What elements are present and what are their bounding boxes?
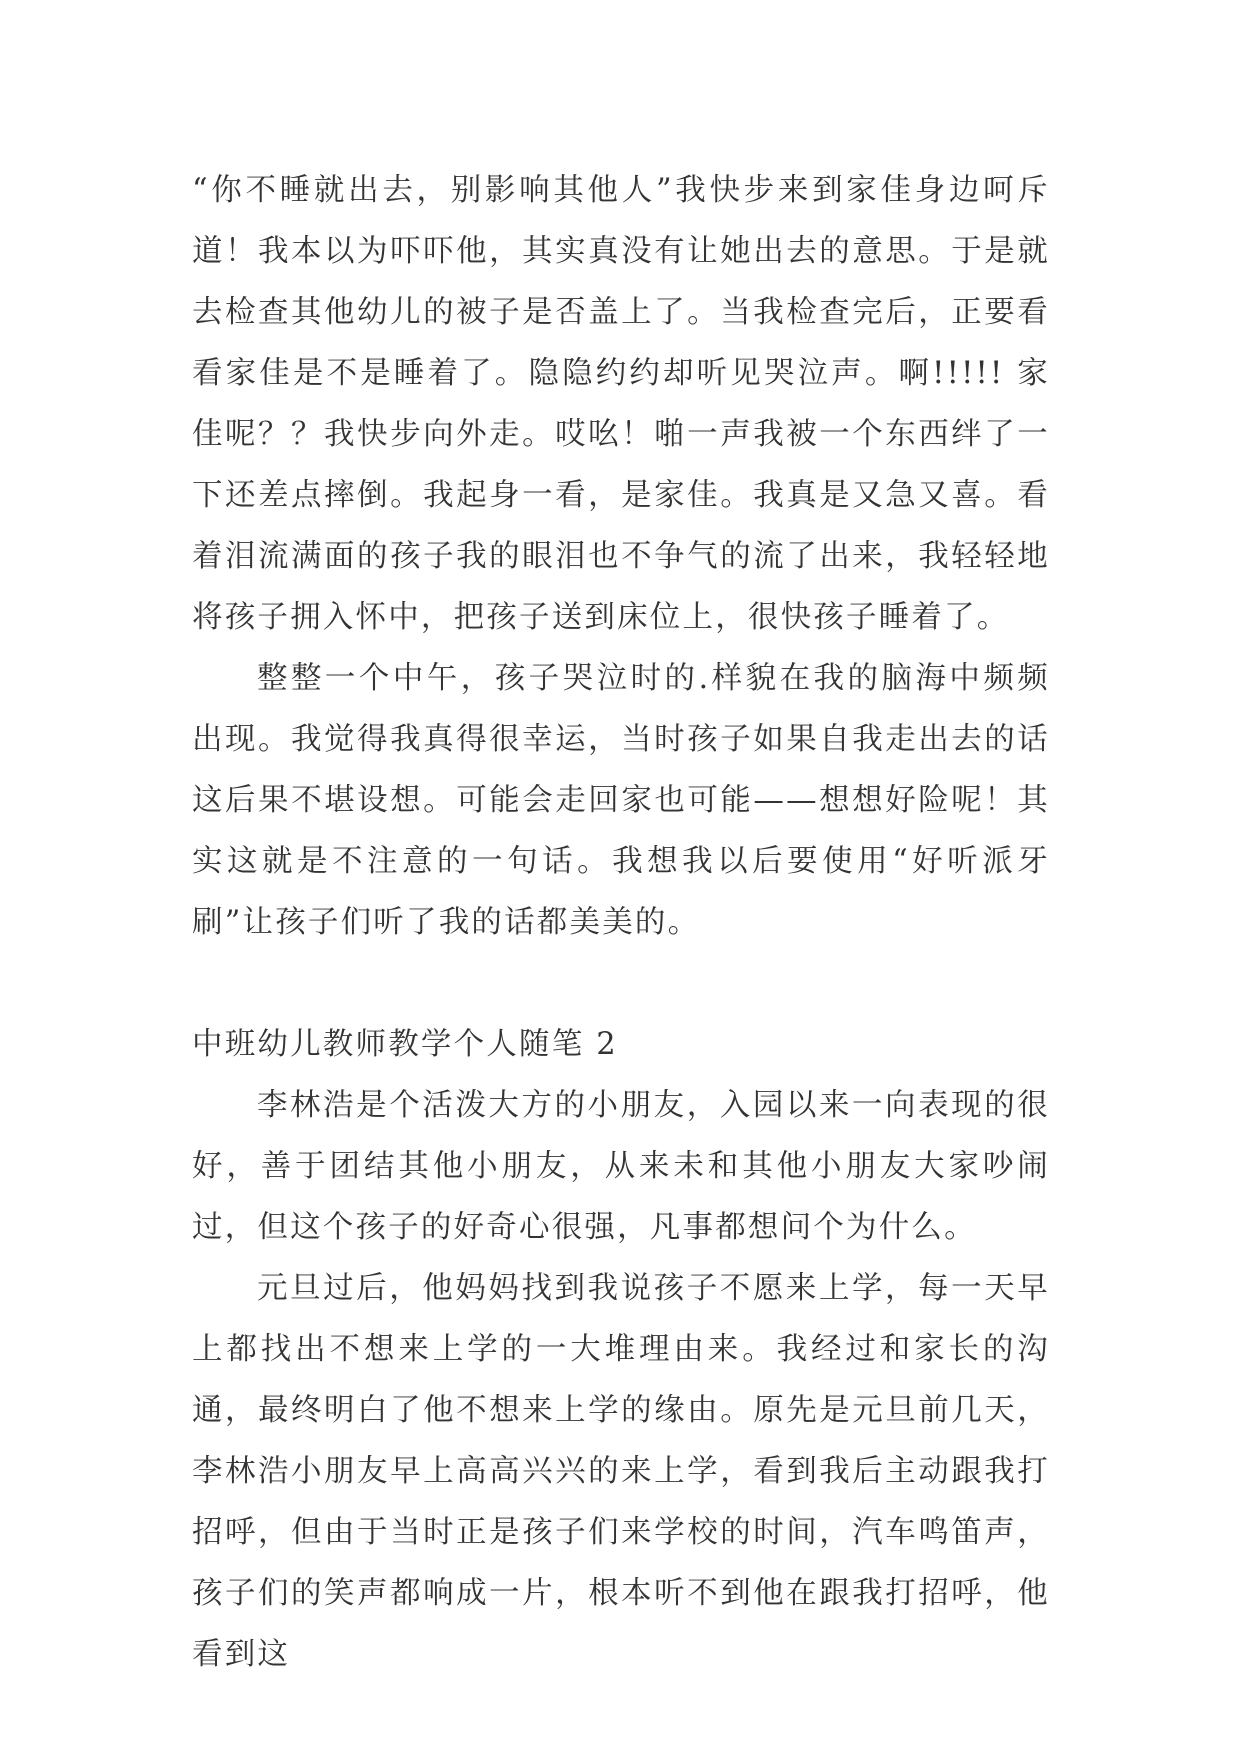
- paragraph: 整整一个中午，孩子哭泣时的.样貌在我的脑海中频频出现。我觉得我真得很幸运，当时孩子如果自我走出去的话这后果不堪设想。可能会走回家也可能——想想好险呢！其实这就是不注意的一句话。我想我以后要使用“好听派牙刷”让孩子们听了我的话都美美的。: [192, 661, 1050, 940]
- section-title: 中班幼儿教师教学个人随笔 2: [192, 1027, 618, 1062]
- paragraph: 李林浩是个活泼大方的小朋友，入园以来一向表现的很好，善于团结其他小朋友，从来未和其他小朋友大家吵闹过，但这个孩子的好奇心很强，凡事都想问个为什么。: [192, 1088, 1050, 1245]
- paragraph: 元旦过后，他妈妈找到我说孩子不愿来上学，每一天早上都找出不想来上学的一大堆理由来。我经过和家长的沟通，最终明白了他不想来上学的缘由。原先是元旦前几天，李林浩小朋友早上高高兴兴的来上学，看到我后主动跟我打招呼，但由于当时正是孩子们来学校的时间，汽车鸣笛声，孩子们的笑声都响成一片，根本听不到他在跟我打招呼，他看到这: [192, 1271, 1050, 1672]
- paragraph: “你不睡就出去，别影响其他人”我快步来到家佳身边呵斥道！我本以为吓吓他，其实真没有让她出去的意思。于是就去检查其他幼儿的被子是否盖上了。当我检查完后，正要看看家佳是不是睡着了。隐隐约约却听见哭泣声。啊!!!!! 家佳呢？？我快步向外走。哎吆！啪一声我被一个东西绊了一下还差点摔倒。我起身一看，是家佳。我真是又急又喜。看着泪流满面的孩子我的眼泪也不争气的流了出来，我轻轻地将孩子拥入怀中，把孩子送到床位上，很快孩子睡着了。: [192, 173, 1050, 635]
- document-body: [192, 160, 1050, 1685]
